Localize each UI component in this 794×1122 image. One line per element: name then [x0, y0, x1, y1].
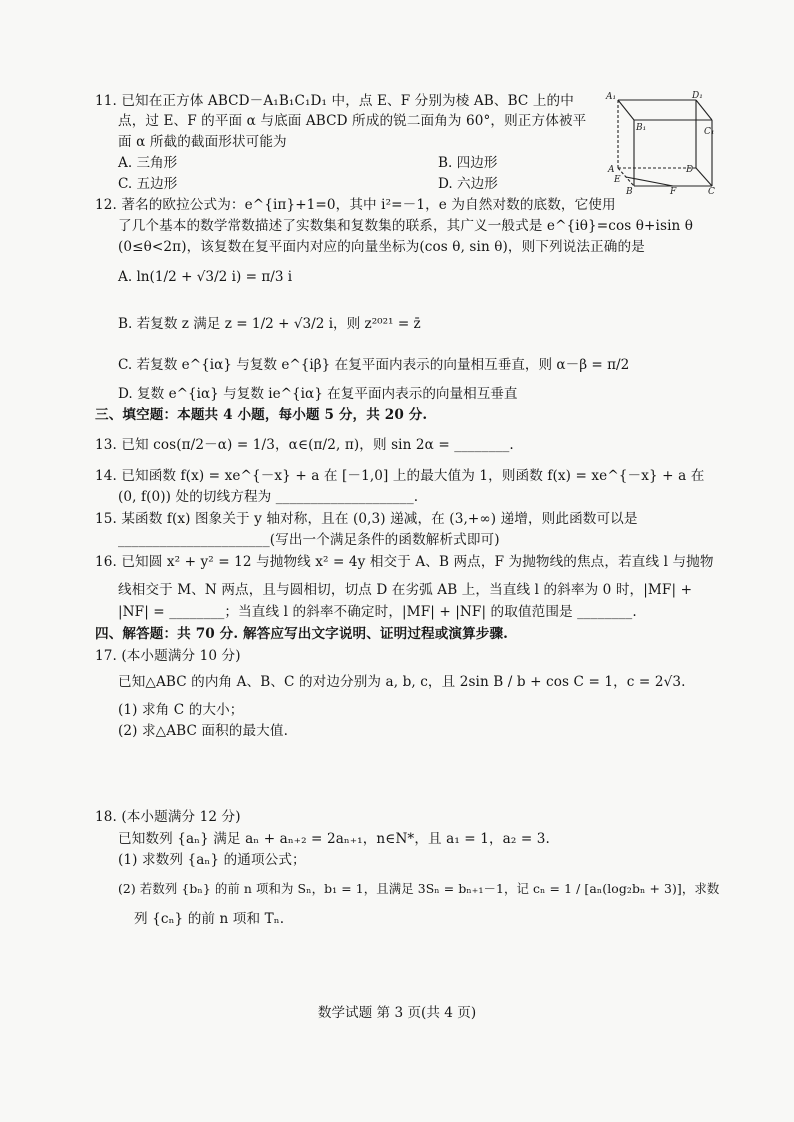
section-4-heading: 四、解答题：共 70 分. 解答应写出文字说明、证明过程或演算步骤.	[95, 626, 509, 642]
page-footer: 数学试题 第 3 页(共 4 页)	[317, 1005, 477, 1021]
q12-option-c: C. 若复数 e^{iα} 与复数 e^{iβ} 在复平面内表示的向量相互垂直，则 α－β = π/2	[118, 357, 630, 373]
cube-figure	[604, 90, 719, 195]
q16-line-1: 16. 已知圆 x² + y² = 12 与抛物线 x² = 4y 相交于 A、B 两点，F 为抛物线的焦点，若直线 l 与抛物	[95, 554, 714, 570]
q16-line-3: |NF| = ________；当直线 l 的斜率不确定时，|MF| + |NF| 的取值范围是 ________.	[118, 604, 637, 620]
q18-part-1: (1) 求数列 {aₙ} 的通项公式；	[118, 852, 306, 868]
q17-part-1: (1) 求角 C 的大小；	[118, 702, 244, 718]
q14-line-2: (0, f(0)) 处的切线方程为 ____________________.	[118, 489, 419, 505]
q18-part-2-line-1: (2) 若数列 {bₙ} 的前 n 项和为 Sₙ，b₁ = 1，且满足 3Sₙ = bₙ₊₁－1，记 cₙ = 1 / [aₙ(log₂bₙ + 3)]，求数	[118, 881, 720, 896]
q14-line-1: 14. 已知函数 f(x) = xe^{－x} + a 在 [－1,0] 上的最大值为 1，则函数 f(x) = xe^{－x} + a 在	[95, 468, 705, 484]
q18-heading: 18. (本小题满分 12 分)	[95, 809, 241, 825]
figure-label-a1: A₁	[606, 92, 617, 102]
q12-option-d: D. 复数 e^{iα} 与复数 ie^{iα} 在复平面内表示的向量相互垂直	[118, 386, 518, 402]
figure-label-d1: D₁	[692, 91, 703, 101]
q12-line-3: (0≤θ<2π)，该复数在复平面内对应的向量坐标为(cos θ, sin θ)，则下列说法正确的是	[118, 239, 645, 255]
q11-line-2: 点，过 E、F 的平面 α 与底面 ABCD 所成的锐二面角为 60°，则正方体被平	[118, 113, 587, 129]
figure-label-a: A	[608, 165, 615, 175]
q11-line-1: 11. 已知在正方体 ABCD－A₁B₁C₁D₁ 中，点 E、F 分别为棱 AB、BC 上的中	[95, 93, 574, 109]
figure-label-b: B	[626, 187, 633, 195]
q17-part-2: (2) 求△ABC 面积的最大值.	[118, 723, 288, 739]
q16-line-2: 线相交于 M、N 两点，且与圆相切，切点 D 在劣弧 AB 上，当直线 l 的斜率为 0 时，|MF| +	[118, 582, 693, 598]
q17-heading: 17. (本小题满分 10 分)	[95, 648, 241, 664]
figure-label-d: D	[686, 165, 694, 175]
q12-option-b: B. 若复数 z 满足 z = 1/2 + √3/2 i，则 z²⁰²¹ = z̄	[118, 316, 421, 332]
q11-option-d: D. 六边形	[438, 176, 498, 192]
q11-line-3: 面 α 所截的截面形状可能为	[118, 134, 287, 150]
section-3-heading: 三、填空题：本题共 4 小题，每小题 5 分，共 20 分.	[95, 407, 428, 423]
figure-label-c1: C₁	[704, 127, 715, 137]
q18-body: 已知数列 {aₙ} 满足 aₙ + aₙ₊₂ = 2aₙ₊₁，n∈N*，且 a₁ = 1，a₂ = 3.	[118, 831, 550, 847]
q11-option-c: C. 五边形	[118, 176, 178, 192]
figure-label-f: F	[670, 187, 677, 195]
q13: 13. 已知 cos(π/2－α) = 1/3，α∈(π/2, π)，则 sin 2α = ________.	[95, 437, 514, 453]
q15-line-2: ______________________(写出一个满足条件的函数解析式即可)	[118, 532, 500, 548]
figure-label-b1: B₁	[636, 123, 647, 133]
q12-line-2: 了几个基本的数学常数描述了实数集和复数集的联系，其广义一般式是 e^{iθ}=cos θ+isin θ	[118, 218, 694, 234]
figure-label-e: E	[614, 175, 621, 185]
q12-option-a: A. ln(1/2 + √3/2 i) = π/3 i	[118, 269, 293, 285]
figure-label-c: C	[708, 187, 715, 195]
q17-body: 已知△ABC 的内角 A、B、C 的对边分别为 a, b, c，且 2sin B / b + cos C = 1，c = 2√3.	[118, 674, 686, 690]
q12-line-1: 12. 著名的欧拉公式为：e^{iπ}+1=0，其中 i²=－1，e 为自然对数的底数，它使用	[95, 197, 616, 213]
q11-option-b: B. 四边形	[438, 155, 498, 171]
q11-option-a: A. 三角形	[118, 155, 178, 171]
q15-line-1: 15. 某函数 f(x) 图象关于 y 轴对称，且在 (0,3) 递减，在 (3,+∞) 递增，则此函数可以是	[95, 511, 638, 527]
q18-part-2-line-2: 列 {cₙ} 的前 n 项和 Tₙ.	[134, 911, 285, 927]
